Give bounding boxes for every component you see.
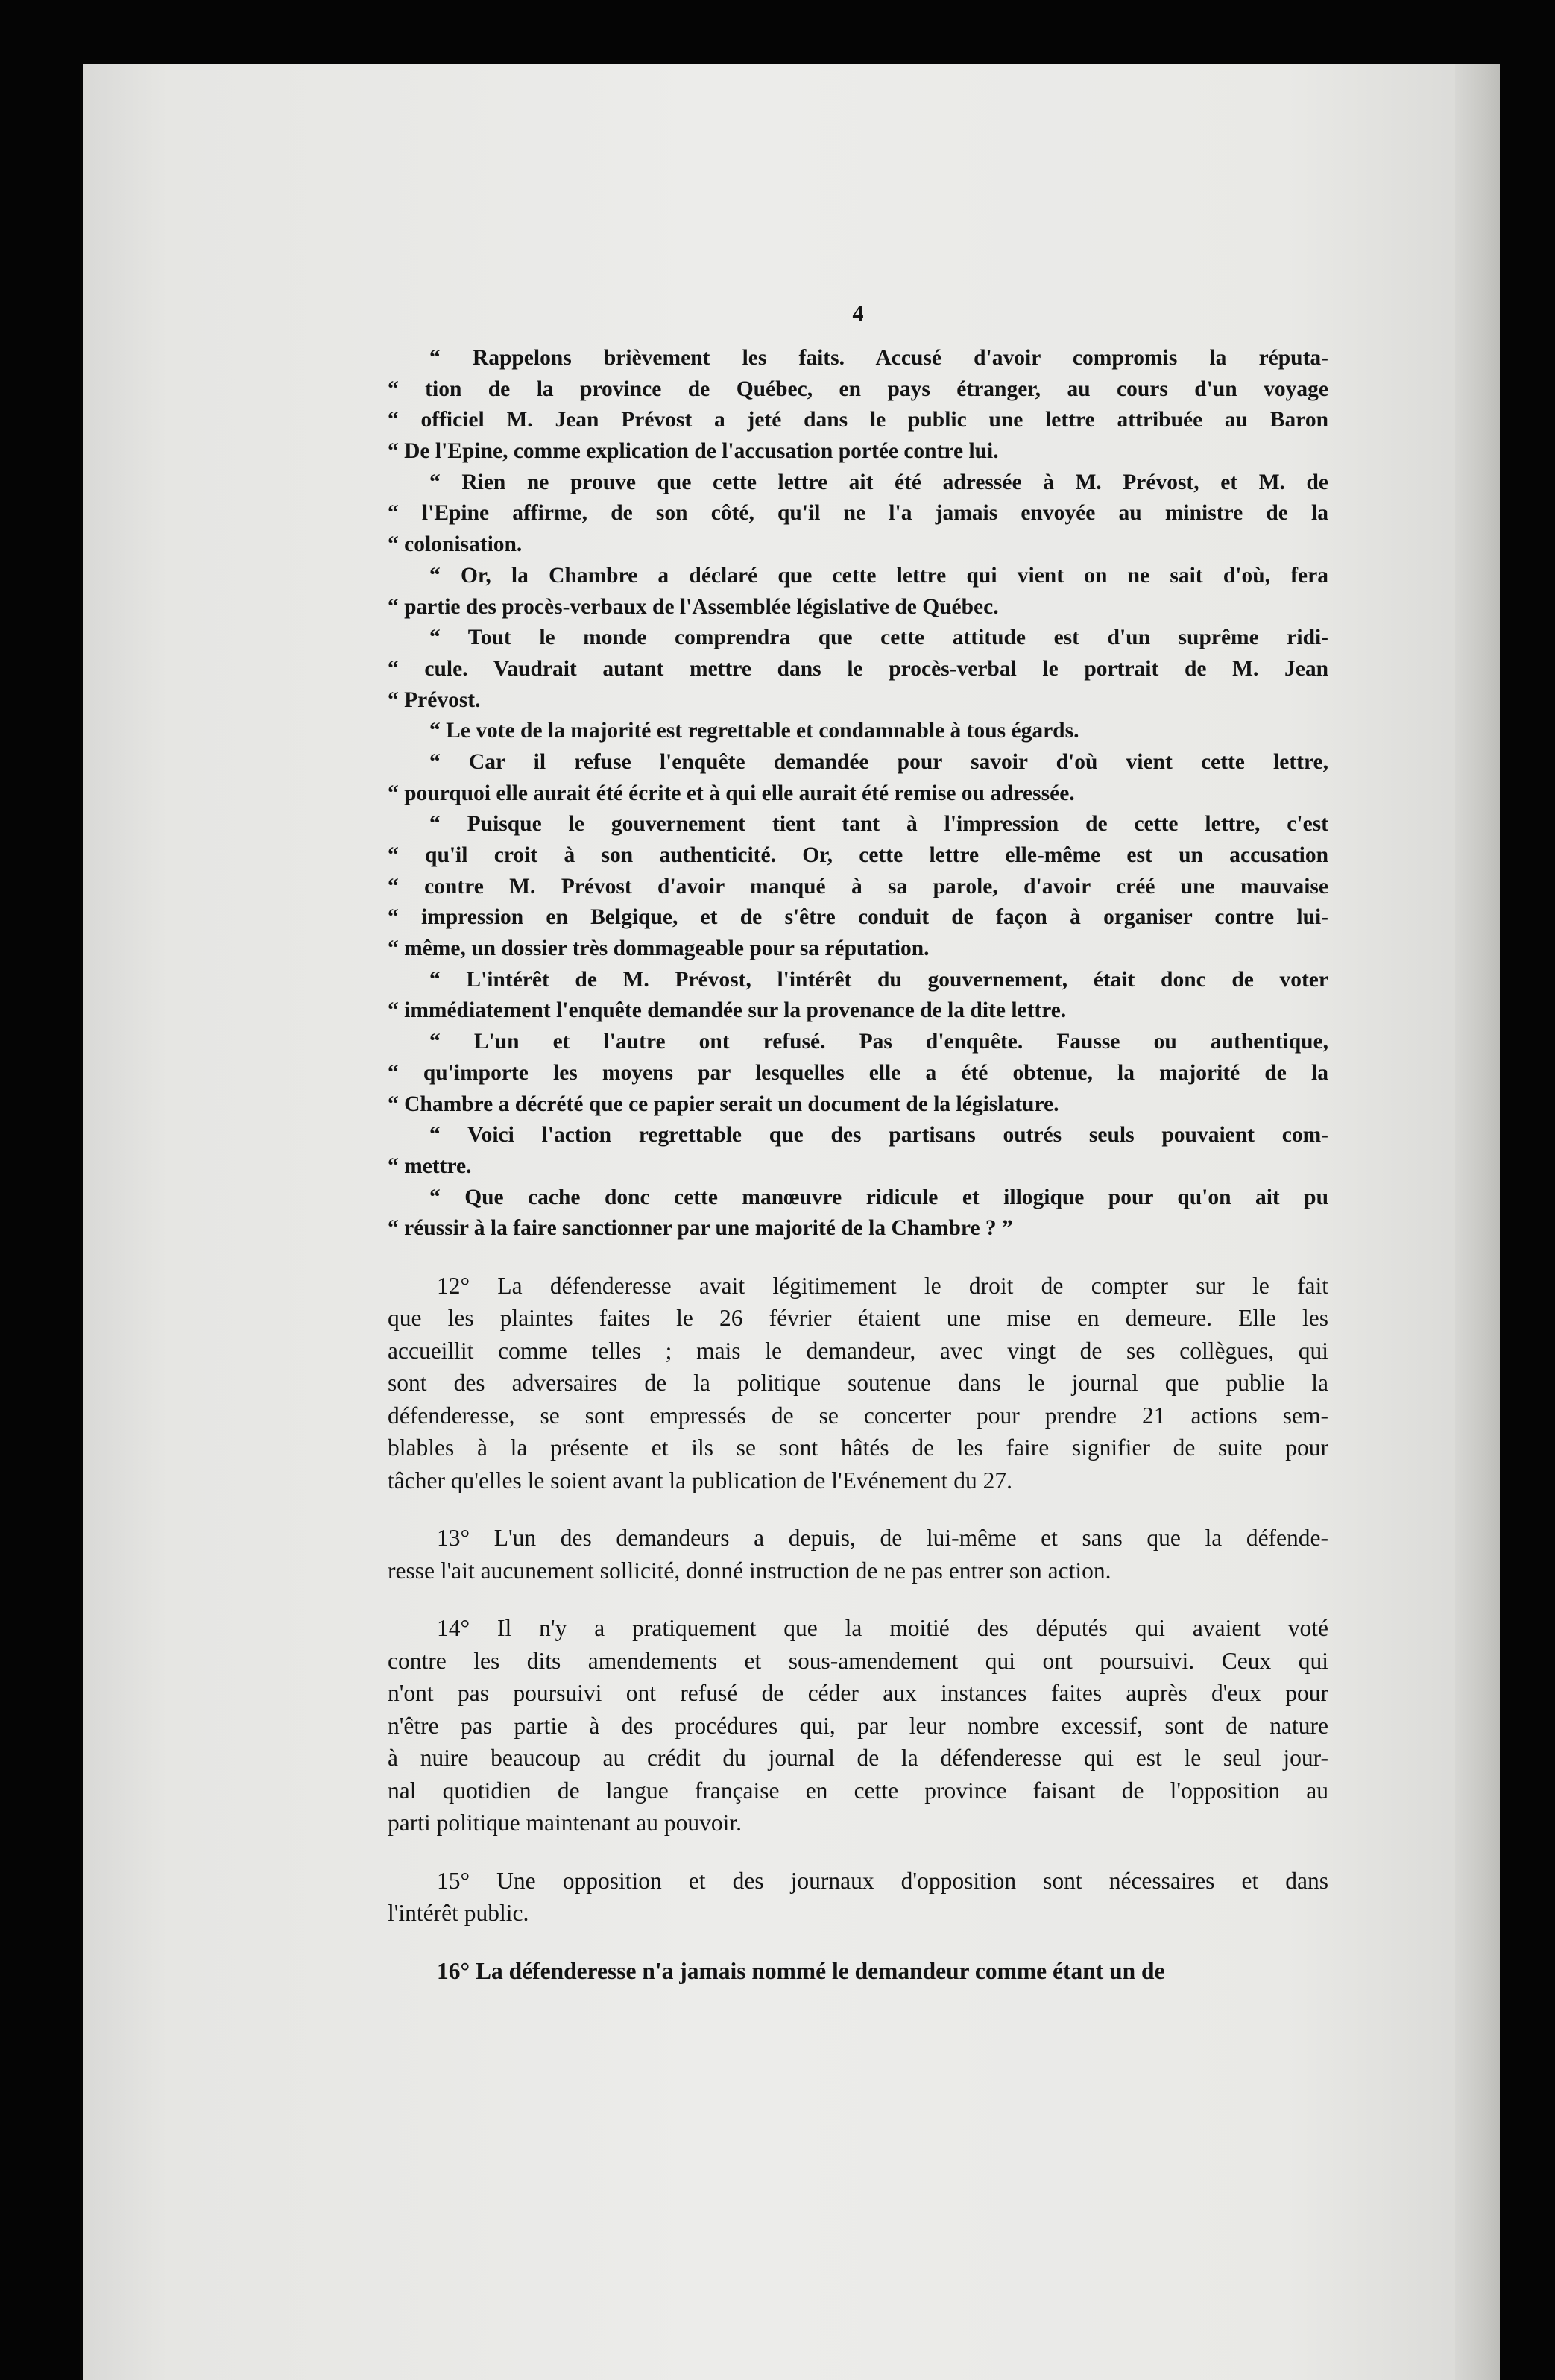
- quote-line: “ tion de la province de Québec, en pays étranger, au cours d'un voyage: [388, 377, 1328, 401]
- paragraph-line: n'être pas partie à des procédures qui, par leur nombre excessif, sont de nature: [388, 1712, 1328, 1739]
- paragraph-line: 15° Une opposition et des journaux d'opposition sont nécessaires et dans: [437, 1867, 1328, 1894]
- quote-line: “ Car il refuse l'enquête demandée pour savoir d'où vient cette lettre,: [429, 749, 1328, 774]
- quote-line: “ cule. Vaudrait autant mettre dans le procès-verbal le portrait de M. Jean: [388, 656, 1328, 681]
- quote-line: “ L'intérêt de M. Prévost, l'intérêt du gouvernement, était donc de voter: [429, 967, 1328, 992]
- numbered-paragraphs: [388, 1270, 1328, 1988]
- paragraph-line: accueillit comme telles ; mais le demandeur, avec vingt de ses collègues, qui: [388, 1337, 1328, 1364]
- paragraph-line: contre les dits amendements et sous-amendement qui ont poursuivi. Ceux qui: [388, 1647, 1328, 1674]
- paragraph-line: tâcher qu'elles le soient avant la publication de l'Evénement du 27.: [388, 1467, 1012, 1493]
- quote-line: “ L'un et l'autre ont refusé. Pas d'enquête. Fausse ou authentique,: [429, 1030, 1328, 1054]
- quote-line: “ pourquoi elle aurait été écrite et à qui elle aurait été remise ou adressée.: [388, 781, 1075, 805]
- quote-line: “ contre M. Prévost d'avoir manqué à sa parole, d'avoir créé une mauvaise: [388, 874, 1328, 898]
- quote-line: “ impression en Belgique, et de s'être conduit de façon à organiser contre lui-: [388, 905, 1328, 930]
- quote-line: “ l'Epine affirme, de son côté, qu'il ne l'a jamais envoyée au ministre de la: [388, 501, 1328, 526]
- newspaper-quotation: [388, 343, 1328, 1244]
- page-text: [388, 301, 1328, 1987]
- paragraph: [388, 1955, 1328, 1988]
- paragraph-line: défenderesse, se sont empressés de se concerter pour prendre 21 actions sem-: [388, 1402, 1328, 1429]
- paragraph-line: que les plaintes faites le 26 février étaient une mise en demeure. Elle les: [388, 1305, 1328, 1332]
- quote-line: “ colonisation.: [388, 532, 523, 557]
- quote-line: “ immédiatement l'enquête demandée sur la provenance de la dite lettre.: [388, 998, 1067, 1023]
- paragraph-line: nal quotidien de langue française en cette province faisant de l'opposition au: [388, 1777, 1328, 1804]
- quote-line: “ Que cache donc cette manœuvre ridicule et illogique pour qu'on ait pu: [429, 1185, 1328, 1209]
- quote-line: “ Prévost.: [388, 687, 481, 712]
- paragraph-line: sont des adversaires de la politique soutenue dans le journal que publie la: [388, 1370, 1328, 1397]
- paragraph-line: 13° L'un des demandeurs a depuis, de lui-même et sans que la défende-: [437, 1525, 1328, 1552]
- paragraph-line: n'ont pas poursuivi ont refusé de céder aux instances faites auprès d'eux pour: [388, 1680, 1328, 1707]
- paragraph-line: l'intérêt public.: [388, 1900, 529, 1927]
- paragraph-line: 16° La défenderesse n'a jamais nommé le demandeur comme étant un de: [437, 1957, 1165, 1984]
- paragraph-line: 14° Il n'y a pratiquement que la moitié des députés qui avaient voté: [437, 1615, 1328, 1642]
- paragraph: [388, 1612, 1328, 1839]
- quote-line: “ partie des procès-verbaux de l'Assemblée législative de Québec.: [388, 594, 999, 619]
- quote-line: “ qu'importe les moyens par lesquelles elle a été obtenue, la majorité de la: [388, 1060, 1328, 1085]
- quote-line: “ Rappelons brièvement les faits. Accusé d'avoir compromis la réputa-: [429, 346, 1328, 370]
- quote-line: “ Rien ne prouve que cette lettre ait été adressée à M. Prévost, et M. de: [429, 470, 1328, 494]
- page-edge-shadow: [1455, 64, 1500, 2380]
- quote-line: “ Puisque le gouvernement tient tant à l'impression de cette lettre, c'est: [429, 812, 1328, 837]
- quote-line: “ Tout le monde comprendra que cette attitude est d'un suprême ridi-: [429, 626, 1328, 650]
- quote-line: “ De l'Epine, comme explication de l'accusation portée contre lui.: [388, 439, 999, 464]
- paragraph-line: parti politique maintenant au pouvoir.: [388, 1810, 742, 1836]
- paragraph-line: resse l'ait aucunement sollicité, donné instruction de ne pas entrer son action.: [388, 1557, 1111, 1584]
- paragraph-line: 12° La défenderesse avait légitimement le droit de compter sur le fait: [437, 1272, 1328, 1299]
- quote-line: “ Voici l'action regrettable que des partisans outrés seuls pouvaient com-: [429, 1123, 1328, 1148]
- paragraph: [388, 1865, 1328, 1930]
- quote-line: “ réussir à la faire sanctionner par une majorité de la Chambre ? ”: [388, 1216, 1013, 1241]
- quote-line: “ qu'il croit à son authenticité. Or, cette lettre elle-même est un accusation: [388, 843, 1328, 867]
- quote-line: “ Le vote de la majorité est regrettable et condamnable à tous égards.: [429, 719, 1079, 743]
- page-number: 4: [852, 301, 864, 326]
- quote-line: “ officiel M. Jean Prévost a jeté dans le public une lettre attribuée au Baron: [388, 408, 1328, 432]
- quote-line: “ Chambre a décrété que ce papier serait un document de la législature.: [388, 1092, 1059, 1116]
- quote-line: “ même, un dossier très dommageable pour sa réputation.: [388, 936, 930, 961]
- paragraph: [388, 1522, 1328, 1587]
- paragraph-line: blables à la présente et ils se sont hâtés de les faire signifier de suite pour: [388, 1435, 1328, 1461]
- scanned-page: [83, 64, 1500, 2380]
- paragraph-line: à nuire beaucoup au crédit du journal de la défenderesse qui est le seul jour-: [388, 1745, 1328, 1772]
- quote-line: “ Or, la Chambre a déclaré que cette lettre qui vient on ne sait d'où, fera: [429, 563, 1328, 588]
- quote-line: “ mettre.: [388, 1153, 472, 1178]
- paragraph: [388, 1270, 1328, 1497]
